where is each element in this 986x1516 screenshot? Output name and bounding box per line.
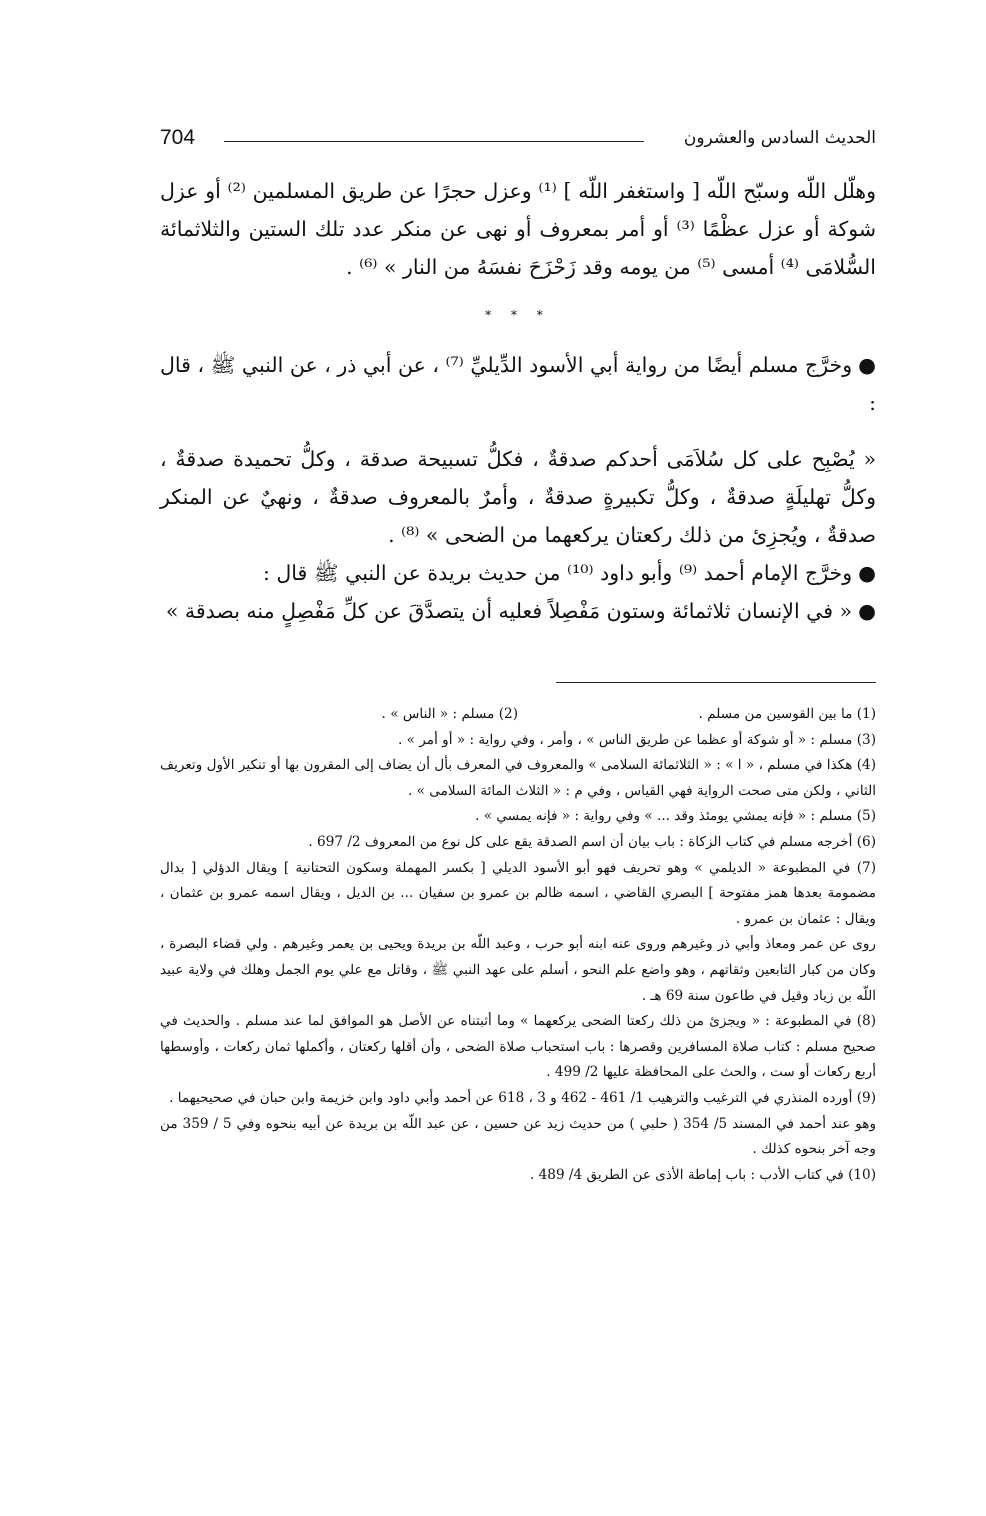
paragraph-text: وخرَّج الإمام أحمد ⁽⁹⁾ وأبو داود ⁽¹⁰⁾ من حديث بريدة عن النبي ﷺ قال : bbox=[262, 561, 853, 585]
section-separator: * * * bbox=[485, 308, 551, 322]
footnote-7-continued: روى عن عمر ومعاذ وأبي ذر وغيرهم وروى عنه ابنه أبو حرب ، وعبد اللّه بن بريدة ويحيى بن يعمر وغيرهم . ولي قضاء البصرة ، وكان من كبار التابعين وثقاتهم ، وهو واضع علم النحو ، أسلم على عهد النبي ﷺ ، وقاتل مع علي يوم الجمل وهلك في ولاية عبيد اللّه بن زياد وقيل في طاعون سنة 69 هـ . bbox=[160, 936, 876, 1004]
footnote-8: (8) في المطبوعة : « ويجزئ من ذلك ركعتا الضحى يركعهما » وما أثبتناه عن الأصل هو الموافق لما عند مسلم . والحديث في صحيح مسلم : كتاب صلاة المسافرين وقصرها : باب استحباب صلاة الضحى ، وأن أقلها ركعتان ، وأكملها ثمان ركعات ، وأوسطها أربع ركعات أو ست ، والحث على المحافظة عليها 2/ 499 . bbox=[160, 1013, 876, 1081]
bullet-icon: ● bbox=[858, 561, 876, 585]
paragraph-text: وخرَّج مسلم أيضًا من رواية أبي الأسود الدِّيليِّ ⁽⁷⁾ ، عن أبي ذر ، عن النبي ﷺ ، قال : bbox=[160, 353, 876, 415]
footnote-3: (3) مسلم : « أو شوكة أو عظما عن طريق الناس » ، وأمر ، وفي رواية : « أو أمر » . bbox=[398, 731, 876, 748]
main-text bbox=[160, 172, 876, 630]
header-rule bbox=[224, 141, 644, 142]
footnote-6: (6) أخرجه مسلم في كتاب الزكاة : باب بيان أن اسم الصدقة يقع على كل نوع من المعروف 2/ 697 . bbox=[308, 833, 876, 850]
page-number: 704 bbox=[160, 126, 196, 149]
footnote-row bbox=[160, 702, 876, 728]
running-title: الحديث السادس والعشرون bbox=[683, 128, 876, 148]
footnote-1: (1) ما بين القوسين من مسلم . bbox=[698, 706, 876, 722]
paragraph-ahmad-narration bbox=[160, 554, 876, 592]
footnote-2: (2) مسلم : « الناس » . bbox=[381, 706, 518, 722]
footnote-5: (5) مسلم : « فإنه يمشي يومئذ وقد ... » وفي رواية : « فإنه يمسي » . bbox=[475, 808, 876, 825]
footnotes bbox=[160, 702, 876, 1188]
paragraph-hadith-text: « يُصْبِح على كل سُلاَمَى أحدكم صدقةٌ ، فكلُّ تسبيحة صدقة ، وكلُّ تحميدة صدقةٌ ، وكلُّ تهليلَةٍ صدقةٌ ، وكلُّ تكبيرةٍ صدقةٌ ، وأمرٌ بالمعروف صدقةٌ ، ونهيٌ عن المنكر صدقةٌ ، ويُجزِئ من ذلك ركعتان يركعهما من الضحى » ⁽⁸⁾ . bbox=[160, 447, 876, 547]
footnote-4: (4) هكذا في مسلم ، « ا » : « الثلاثمائة السلامى » والمعروف في المعرف بأل أن يضاف إلى المقرون بها أو تنكير الأول وتعريف الثاني ، ولكن متى صحت الرواية فهي القياس ، وفي م : « الثلاث المائة السلامى » . bbox=[160, 757, 876, 799]
bullet-icon: ● bbox=[858, 599, 876, 623]
footnote-10: (10) في كتاب الأدب : باب إماطة الأذى عن الطريق 4/ 489 . bbox=[529, 1166, 876, 1183]
paragraph-hadith-continuation: وهلّل اللّه وسبّح اللّه [ واستغفر اللّه ] ⁽¹⁾ وعزل حجرًا عن طريق المسلمين ⁽²⁾ أو عزل شوكة أو عزل عظْمًا ⁽³⁾ أو أمر بمعروف أو نهى عن منكر عدد تلك الستين والثلاثمائة السُّلامَى ⁽⁴⁾ أمسى ⁽⁵⁾ من يومه وقد زَحْزَحَ نفسَهُ من النار » ⁽⁶⁾ . bbox=[160, 179, 876, 279]
footnote-9: (9) أورده المنذري في الترغيب والترهيب 1/ 461 - 462 و 3 ، 618 عن أحمد وأبي داود وابن خزيمة وابن حبان في صحيحيهما . bbox=[169, 1089, 876, 1106]
paragraph-muslim-narration bbox=[160, 346, 876, 422]
bullet-icon: ● bbox=[858, 353, 877, 377]
footnote-7: (7) في المطبوعة « الديلمي » وهو تحريف فهو أبو الأسود الديلي [ بكسر المهملة وسكون التحتانية ] ويقال الدؤلي [ بدال مضمومة بعدها همز مفتوحة ] البصري القاضي ، اسمه ظالم بن عمرو بن سفيان ... بن الديل ، ويقال اسمه عمرو بن عثمان ، ويقال : عثمان بن عمرو . bbox=[160, 859, 876, 927]
paragraph-text: « في الإنسان ثلاثمائة وستون مَفْصِلاً فعليه أن يتصدَّقَ عن كلِّ مَفْصِلٍ منه بصدقة » bbox=[165, 599, 853, 623]
page-header bbox=[160, 124, 876, 156]
footnote-rule bbox=[556, 682, 876, 683]
footnote-9-continued: وهو عند أحمد في المسند 5/ 354 ( حلبي ) من حديث زيد عن حسين ، عن عبد اللّه بن بريدة عن أبيه بنحوه وفي 5 / 359 من وجه آخر بنحوه كذلك . bbox=[160, 1115, 877, 1158]
paragraph-buraida-hadith bbox=[160, 592, 876, 630]
